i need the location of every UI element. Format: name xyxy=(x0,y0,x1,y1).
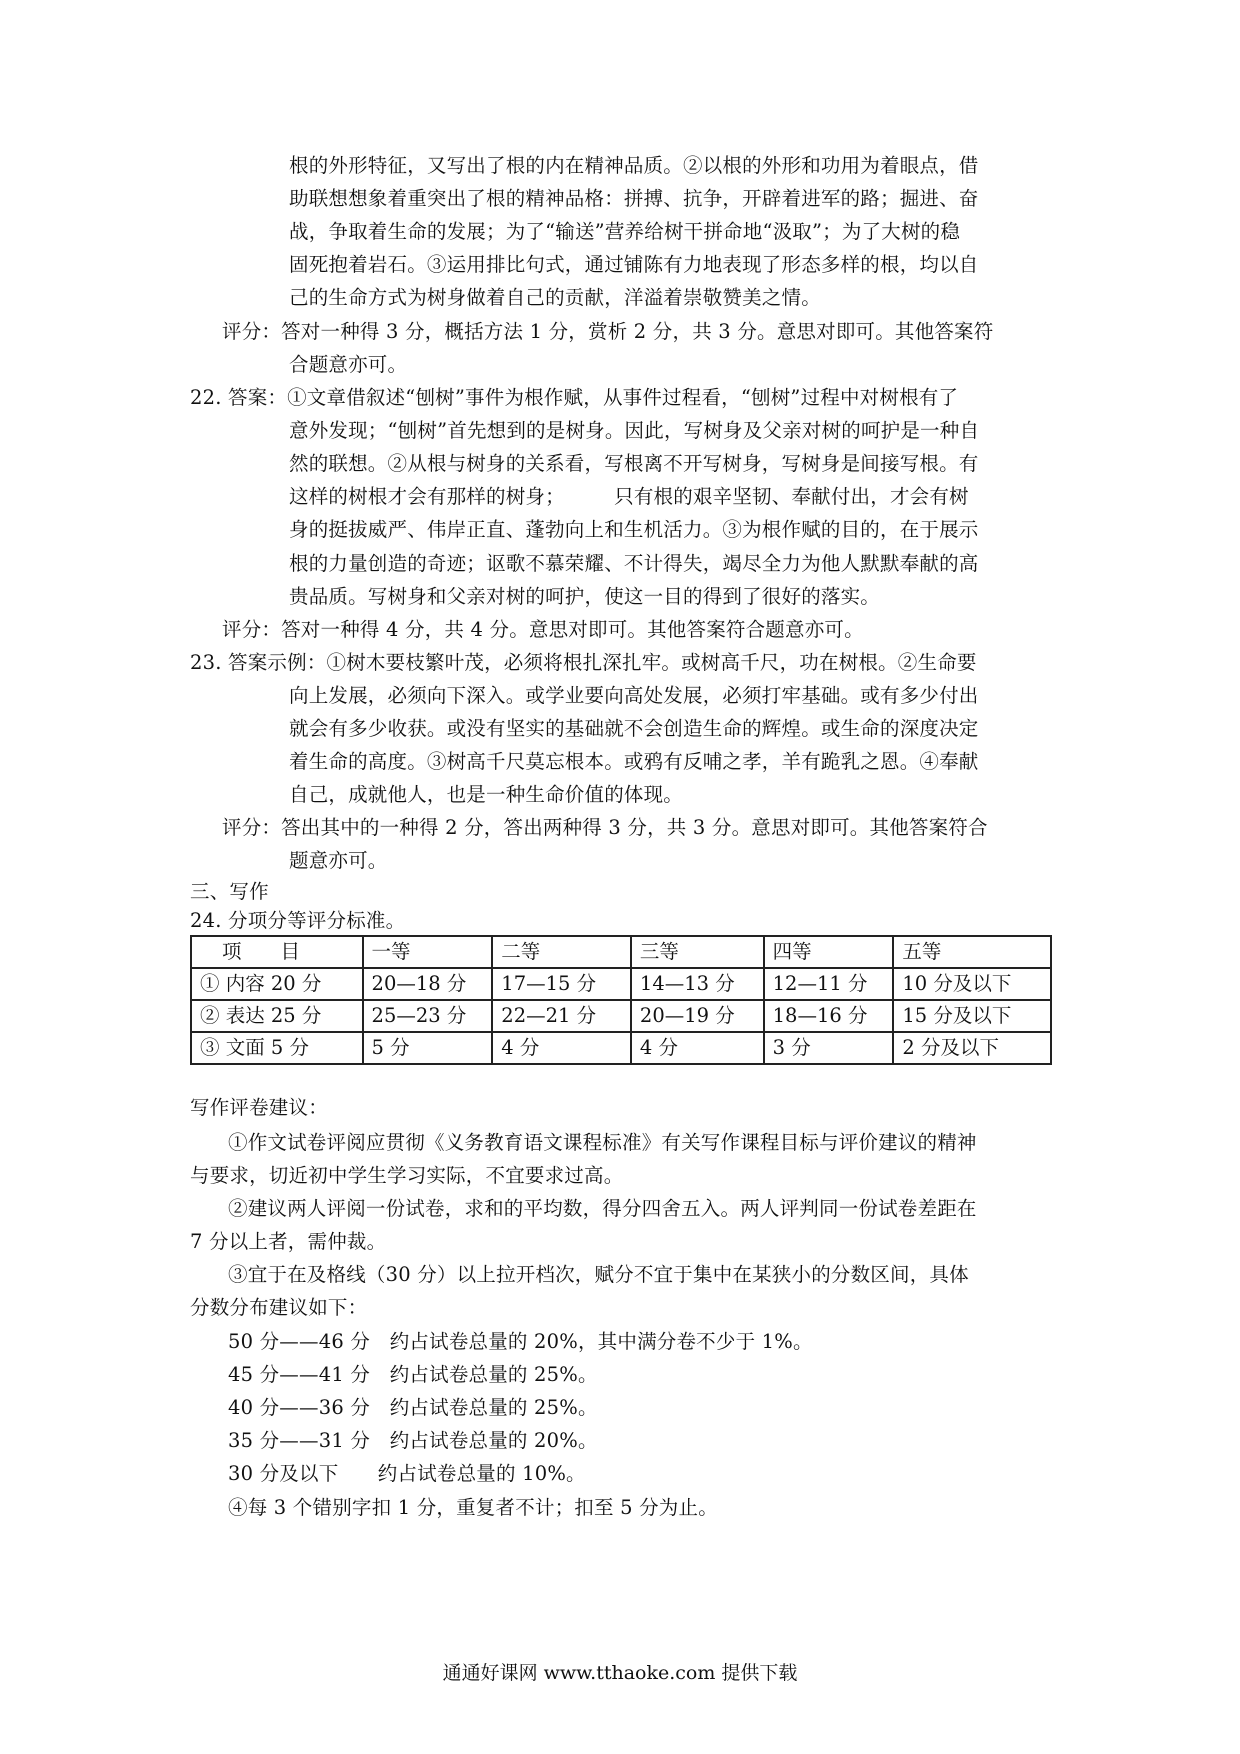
table-cell: 15 分及以下 xyxy=(893,1000,1051,1032)
advice-1-line-2: 与要求，切近初中学生学习实际，不宜要求过高。 xyxy=(190,1164,624,1187)
answer-21-line-3: 战，争取着生命的发展；为了“输送”营养给树干拼命地“汲取”；为了大树的稳 xyxy=(289,220,961,243)
table-row xyxy=(191,1032,1051,1064)
table-row xyxy=(191,968,1051,1000)
advice-3-line-1: ③宜于在及格线（30 分）以上拉开档次，赋分不宜于集中在某狭小的分数区间，具体 xyxy=(228,1263,969,1286)
advice-2-line-1: ②建议两人评阅一份试卷，求和的平均数，得分四舍五入。两人评判同一份试卷差距在 xyxy=(228,1197,977,1220)
table-cell: 25—23 分 xyxy=(363,1000,493,1032)
answer-22-line-3: 然的联想。②从根与树身的关系看，写根离不开写树身，写树身是间接写根。有 xyxy=(289,452,979,475)
header-grade-3: 三等 xyxy=(631,936,764,968)
header-grade-4: 四等 xyxy=(764,936,894,968)
answer-21-line-4: 固死抱着岩石。③运用排比句式，通过铺陈有力地表现了形态多样的根，均以自 xyxy=(289,253,979,276)
answer-22-line-1: 22. 答案：①文章借叙述“刨树”事件为根作赋，从事件过程看，“刨树”过程中对树根有了 xyxy=(190,386,959,409)
row-label: ③ 文面 5 分 xyxy=(191,1032,363,1064)
score-band-45-41: 45 分——41 分 约占试卷总量的 25%。 xyxy=(228,1363,598,1386)
advice-1-line-1: ①作文试卷评阅应贯彻《义务教育语文课程标准》有关写作课程目标与评价建议的精神 xyxy=(228,1131,977,1154)
answer-23-line-1: 23. 答案示例：①树木要枝繁叶茂，必须将根扎深扎牢。或树高千尺，功在树根。②生命要 xyxy=(190,651,977,674)
table-row xyxy=(191,1000,1051,1032)
advice-heading: 写作评卷建议： xyxy=(190,1096,328,1119)
table-cell: 3 分 xyxy=(764,1032,894,1064)
score-band-30-below: 30 分及以下 约占试卷总量的 10%。 xyxy=(228,1462,586,1485)
answer-23-line-5: 自己，成就他人，也是一种生命价值的体现。 xyxy=(289,783,684,806)
header-grade-1: 一等 xyxy=(363,936,493,968)
answer-22-line-7: 贵品质。写树身和父亲对树的呵护，使这一目的得到了很好的落实。 xyxy=(289,585,881,608)
answer-23-line-2: 向上发展，必须向下深入。或学业要向高处发展，必须打牢基础。或有多少付出 xyxy=(289,684,979,707)
row-label: ② 表达 25 分 xyxy=(191,1000,363,1032)
grading-table xyxy=(190,935,1052,1065)
advice-3-line-2: 分数分布建议如下： xyxy=(190,1296,368,1319)
grading-table-header xyxy=(191,936,1051,968)
scoring-23-line-1: 评分：答出其中的一种得 2 分，答出两种得 3 分，共 3 分。意思对即可。其他答案符合 xyxy=(222,816,988,839)
answer-22-line-4: 这样的树根才会有那样的树身； 只有根的艰辛坚韧、奉献付出，才会有树 xyxy=(289,485,969,508)
scoring-21-line-1: 评分：答对一种得 3 分，概括方法 1 分，赏析 2 分，共 3 分。意思对即可。其他答案符 xyxy=(222,320,994,343)
score-band-50-46: 50 分——46 分 约占试卷总量的 20%，其中满分卷不少于 1%。 xyxy=(228,1330,813,1353)
table-cell: 4 分 xyxy=(492,1032,631,1064)
header-grade-5: 五等 xyxy=(893,936,1051,968)
table-cell: 17—15 分 xyxy=(492,968,631,1000)
question-24-intro: 24. 分项分等评分标准。 xyxy=(190,909,406,932)
answer-21-line-1: 根的外形特征，又写出了根的内在精神品质。②以根的外形和功用为着眼点，借 xyxy=(289,154,979,177)
scoring-21-line-2: 合题意亦可。 xyxy=(289,353,408,376)
row-label: ① 内容 20 分 xyxy=(191,968,363,1000)
answer-21-line-5: 己的生命方式为树身做着自己的贡献，洋溢着崇敬赞美之情。 xyxy=(289,286,821,309)
answer-21-line-2: 助联想想象着重突出了根的精神品格：拼搏、抗争，开辟着进军的路；掘进、奋 xyxy=(289,187,979,210)
table-cell: 10 分及以下 xyxy=(893,968,1051,1000)
answer-22-line-5: 身的挺拔威严、伟岸正直、蓬勃向上和生机活力。③为根作赋的目的，在于展示 xyxy=(289,518,979,541)
answer-22-line-2: 意外发现；“刨树”首先想到的是树身。因此，写树身及父亲对树的呵护是一种自 xyxy=(289,419,980,442)
table-cell: 2 分及以下 xyxy=(893,1032,1051,1064)
advice-4: ④每 3 个错别字扣 1 分，重复者不计；扣至 5 分为止。 xyxy=(228,1496,718,1519)
table-cell: 5 分 xyxy=(363,1032,493,1064)
page-footer: 通通好课网 www.tthaoke.com 提供下载 xyxy=(442,1662,798,1684)
table-cell: 14—13 分 xyxy=(631,968,764,1000)
answer-23-line-3: 就会有多少收获。或没有坚实的基础就不会创造生命的辉煌。或生命的深度决定 xyxy=(289,717,979,740)
answer-23-line-4: 着生命的高度。③树高千尺莫忘根本。或鸦有反哺之孝，羊有跪乳之恩。④奉献 xyxy=(289,750,979,773)
table-cell: 20—19 分 xyxy=(631,1000,764,1032)
section-heading-writing: 三、写作 xyxy=(190,880,269,903)
score-band-35-31: 35 分——31 分 约占试卷总量的 20%。 xyxy=(228,1429,598,1452)
table-cell: 12—11 分 xyxy=(764,968,894,1000)
table-cell: 20—18 分 xyxy=(363,968,493,1000)
header-item: 项 目 xyxy=(191,936,363,968)
table-cell: 22—21 分 xyxy=(492,1000,631,1032)
table-cell: 18—16 分 xyxy=(764,1000,894,1032)
table-cell: 4 分 xyxy=(631,1032,764,1064)
advice-2-line-2: 7 分以上者，需仲裁。 xyxy=(190,1230,387,1253)
scoring-22: 评分：答对一种得 4 分，共 4 分。意思对即可。其他答案符合题意亦可。 xyxy=(222,618,864,641)
scoring-23-line-2: 题意亦可。 xyxy=(289,849,388,872)
header-grade-2: 二等 xyxy=(492,936,631,968)
answer-22-line-6: 根的力量创造的奇迹；讴歌不慕荣耀、不计得失，竭尽全力为他人默默奉献的高 xyxy=(289,552,979,575)
score-band-40-36: 40 分——36 分 约占试卷总量的 25%。 xyxy=(228,1396,598,1419)
